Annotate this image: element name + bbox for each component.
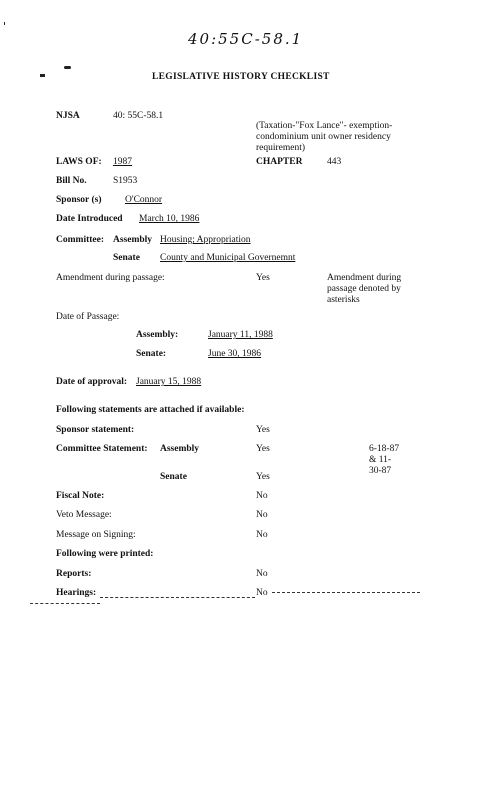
sponsor-statement-label: Sponsor statement: [56, 425, 135, 435]
committee-assembly-value: Housing; Appropriation [160, 235, 251, 245]
scan-speck [40, 74, 45, 77]
reports-value: No [256, 569, 268, 579]
date-of-approval-label: Date of approval: [56, 377, 128, 387]
chapter-label: CHAPTER [256, 157, 303, 167]
committee-statement-label: Committee Statement: [56, 444, 148, 454]
passage-assembly-label: Assembly: [136, 330, 179, 340]
hearings-value: No [256, 588, 268, 598]
date-introduced-label: Date Introduced [56, 214, 123, 224]
sponsor-label: Sponsor (s) [56, 195, 102, 205]
scan-speck [64, 66, 71, 69]
bill-label: Bill No. [56, 176, 87, 186]
page-title: LEGISLATIVE HISTORY CHECKLIST [152, 72, 330, 82]
following-printed-heading: Following were printed: [56, 549, 154, 559]
njsa-label: NJSA [56, 111, 80, 121]
passage-assembly-value: January 11, 1988 [208, 330, 273, 340]
dashed-divider [100, 597, 255, 598]
veto-message-label: Veto Message: [56, 510, 112, 520]
reports-label: Reports: [56, 569, 92, 579]
committee-statement-senate-value: Yes [256, 472, 270, 482]
njsa-description: (Taxation-"Fox Lance"- exemption- condominium unit owner residency requirement) [256, 121, 393, 153]
chapter-value: 443 [327, 157, 342, 167]
committee-statement-dates: 6-18-87 & 11- 30-87 [369, 444, 400, 476]
passage-senate-label: Senate: [136, 349, 167, 359]
hearings-label: Hearings: [56, 588, 97, 598]
fiscal-note-value: No [256, 491, 268, 501]
laws-of-label: LAWS OF: [56, 157, 102, 167]
committee-statement-assembly-value: Yes [256, 444, 270, 454]
committee-senate-value: County and Municipal Governemnt [160, 253, 296, 263]
committee-statement-senate-label: Senate [160, 472, 187, 482]
date-of-approval-value: January 15, 1988 [136, 377, 202, 387]
njsa-value: 40: 55C-58.1 [113, 111, 164, 121]
fiscal-note-label: Fiscal Note: [56, 491, 105, 501]
scan-speck [4, 22, 5, 25]
following-statements-heading: Following statements are attached if available: [56, 405, 245, 415]
committee-assembly-label: Assembly [113, 235, 153, 245]
veto-message-value: No [256, 510, 268, 520]
dashed-divider [272, 592, 420, 593]
laws-of-value: 1987 [113, 157, 132, 167]
committee-senate-label: Senate [113, 253, 140, 263]
sponsor-statement-value: Yes [256, 425, 270, 435]
committee-statement-assembly-label: Assembly [160, 444, 200, 454]
message-on-signing-label: Message on Signing: [56, 530, 136, 540]
handwritten-reference: 40:55C-58.1 [188, 30, 304, 48]
amendment-value: Yes [256, 273, 270, 283]
message-on-signing-value: No [256, 530, 268, 540]
date-of-passage-label: Date of Passage: [56, 312, 120, 322]
sponsor-value: O'Connor [125, 195, 163, 205]
dashed-divider [30, 603, 100, 604]
committee-label: Committee: [56, 235, 105, 245]
amendment-note: Amendment during passage denoted by asterisks [327, 273, 402, 305]
amendment-label: Amendment during passage: [56, 273, 165, 283]
passage-senate-value: June 30, 1986 [208, 349, 262, 359]
bill-value: S1953 [113, 176, 138, 186]
date-introduced-value: March 10, 1986 [139, 214, 200, 224]
